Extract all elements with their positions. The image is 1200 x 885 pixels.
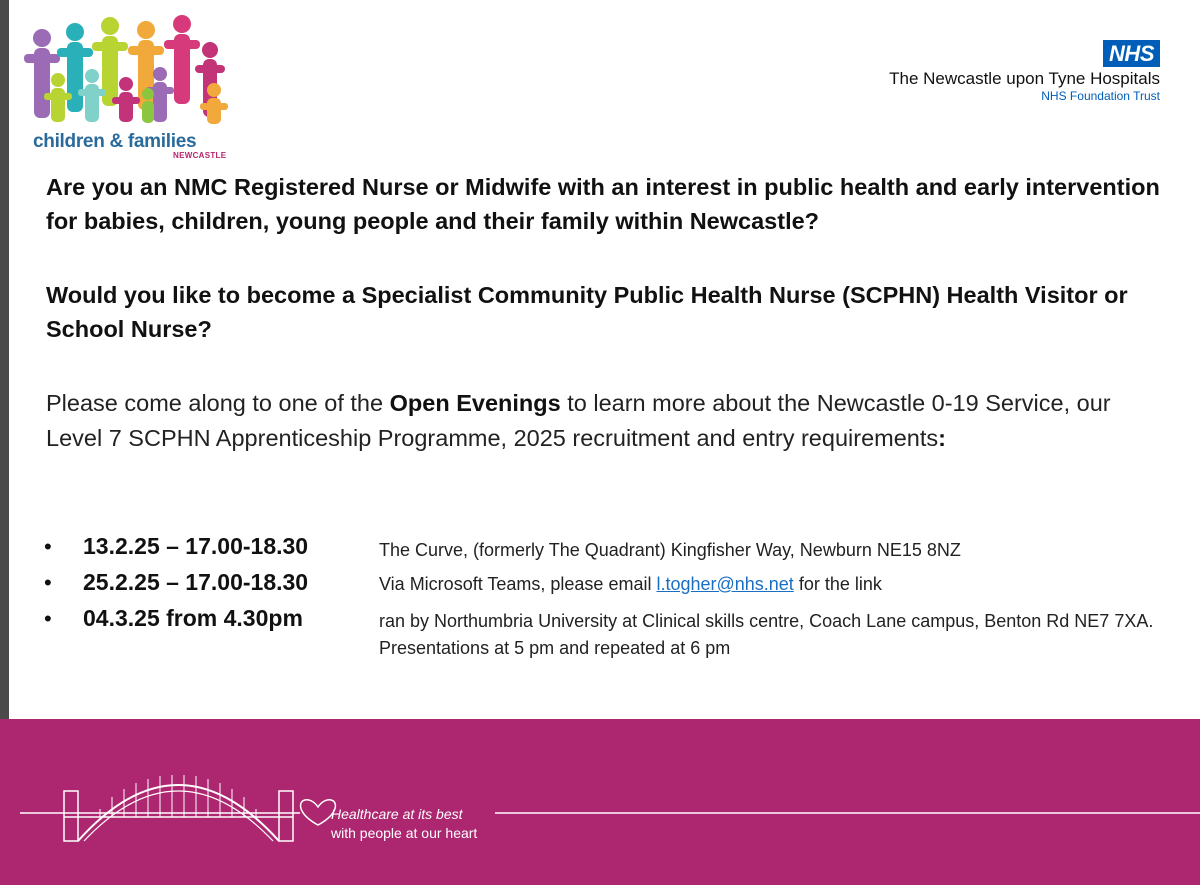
- logo-subtext: NEWCASTLE: [173, 151, 227, 160]
- intro-paragraph: [46, 386, 1166, 456]
- figure-child-green: [142, 88, 154, 123]
- intro-colon: :: [938, 425, 946, 451]
- trust-subtitle: NHS Foundation Trust: [1041, 89, 1160, 103]
- question-scphn: Would you like to become a Specialist Community Public Health Nurse (SCPHN) Health Visitor or School Nurse?: [46, 282, 1128, 342]
- intro-post: to learn more about the Newcastle 0-19 Service, our Level 7 SCPHN Apprenticeship Programme, 2025 recruitment and entry requirements: [46, 390, 1111, 451]
- question-nurse-midwife: Are you an NMC Registered Nurse or Midwife with an interest in public health and early intervention for babies, children, young people and their family within Newcastle?: [46, 174, 1160, 234]
- bullet-1: •: [44, 534, 52, 559]
- intro-open-evenings: Open Evenings: [389, 390, 561, 416]
- footer-tagline-2: with people at our heart: [331, 825, 478, 841]
- tyne-bridge-graphic: [0, 719, 1200, 885]
- bullet-2: •: [44, 570, 52, 595]
- event-1-date: 13.2.25 – 17.00-18.30: [83, 533, 309, 559]
- trust-name: The Newcastle upon Tyne Hospitals: [889, 69, 1160, 88]
- event-2-location: [379, 574, 882, 595]
- event-2-date: 25.2.25 – 17.00-18.30: [83, 569, 309, 595]
- bullet-3: •: [44, 606, 52, 631]
- logo-text: children & families: [33, 131, 197, 152]
- footer-tagline-1: Healthcare at its best: [331, 806, 463, 822]
- event-3-date: 04.3.25 from 4.30pm: [83, 605, 303, 631]
- email-link[interactable]: l.togher@nhs.net: [656, 574, 794, 594]
- event-3-location: ran by Northumbria University at Clinical skills centre, Coach Lane campus, Benton Rd NE7 7XA. Presentations at 5 pm and repeated at 6 pm: [379, 611, 1154, 658]
- event-2-location-pre: Via Microsoft Teams, please email: [379, 574, 657, 594]
- event-2-location-post: for the link: [793, 574, 882, 594]
- intro-pre: Please come along to one of the: [46, 390, 390, 416]
- nhs-logo-badge: NHS: [1103, 40, 1160, 67]
- footer-band: [0, 719, 1200, 885]
- event-1-location: The Curve, (formerly The Quadrant) Kingfisher Way, Newburn NE15 8NZ: [379, 540, 961, 560]
